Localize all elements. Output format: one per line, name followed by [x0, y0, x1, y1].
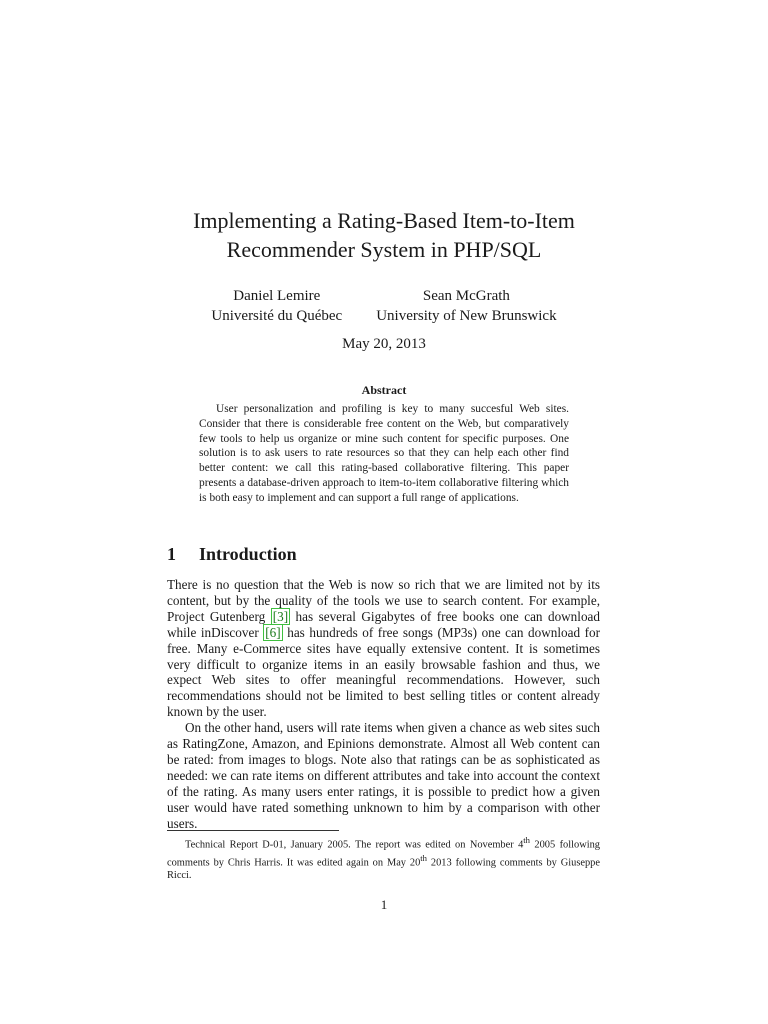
- author-name: Sean McGrath: [422, 288, 510, 304]
- paper-date: May 20, 2013: [342, 336, 426, 352]
- superscript: th: [420, 852, 428, 863]
- footnote: [167, 834, 600, 882]
- abstract-heading: Abstract: [361, 383, 407, 397]
- footnote-text: 2005 following comments by Chris Harris. It was edited again on May 20: [167, 839, 600, 869]
- paragraph-text: has hundreds of free songs (MP3s) one can download for free. Many e-Commerce sites have equally extensive content. It is sometimes very difficult to organize items in an easily browsable fashion and thus, we expect Web sites to offer meaningful recommendations. However, such recommendations should not be limited to best selling titles or content already known by the user.: [167, 624, 600, 720]
- author-affiliation: Université du Québec: [211, 308, 343, 324]
- section-heading: [167, 544, 297, 565]
- section-title: Introduction: [199, 544, 297, 564]
- author-1: [211, 286, 342, 326]
- page-number: 1: [380, 897, 388, 912]
- paragraph-text: has several Gigabytes of free books one can download while inDiscover: [167, 608, 600, 640]
- section-number: 1: [167, 544, 176, 564]
- author-affiliation: University of New Brunswick: [376, 308, 557, 324]
- citation-link[interactable]: [6]: [265, 624, 281, 640]
- author-name: Daniel Lemire: [233, 288, 321, 304]
- paper-title: [0, 206, 768, 264]
- abstract-body: User personalization and profiling is key to many succesful Web sites. Consider that there is considerable free content on the Web, but comparatively few tools to help us organize or mine such content for specific purposes. One solution is to ask users to rate resources so that they can help each other find better content: we call this rating-based collaborative filtering. This paper presents a database-driven approach to item-to-item collaborative filtering which is both easy to implement and can support a full range of applications.: [199, 403, 569, 504]
- title-line-1: Implementing a Rating-Based Item-to-Item: [193, 208, 575, 233]
- paragraph-1: [167, 577, 600, 720]
- section-body: [167, 577, 600, 832]
- paragraph-text: There is no question that the Web is now so rich that we are limited not by its content, but by the quality of the tools we use to search content. For example, Project Gutenberg: [167, 577, 600, 624]
- footnote-text: 2013 following comments by Giuseppe Ricci.: [167, 857, 600, 881]
- superscript: th: [523, 835, 531, 845]
- author-2: [376, 286, 556, 326]
- author-block: [0, 286, 768, 326]
- paragraph-2: On the other hand, users will rate items when given a chance as web sites such as RatingZone, Amazon, and Epinions demonstrate. Almost all Web content can be rated: from images to blogs. Note also that ratings can be as sophisticated as needed: we can rate items on different attributes and take into account the context of the rating. As many users enter ratings, it is possible to predict how a given user would have rated something unknown to him by a comparison with other users.: [167, 720, 600, 831]
- footnote-rule: [167, 830, 339, 831]
- footnote-text: Technical Report D-01, January 2005. The report was edited on November 4: [185, 839, 524, 851]
- title-line-2: Recommender System in PHP/SQL: [226, 237, 542, 262]
- citation-link[interactable]: [3]: [272, 608, 289, 624]
